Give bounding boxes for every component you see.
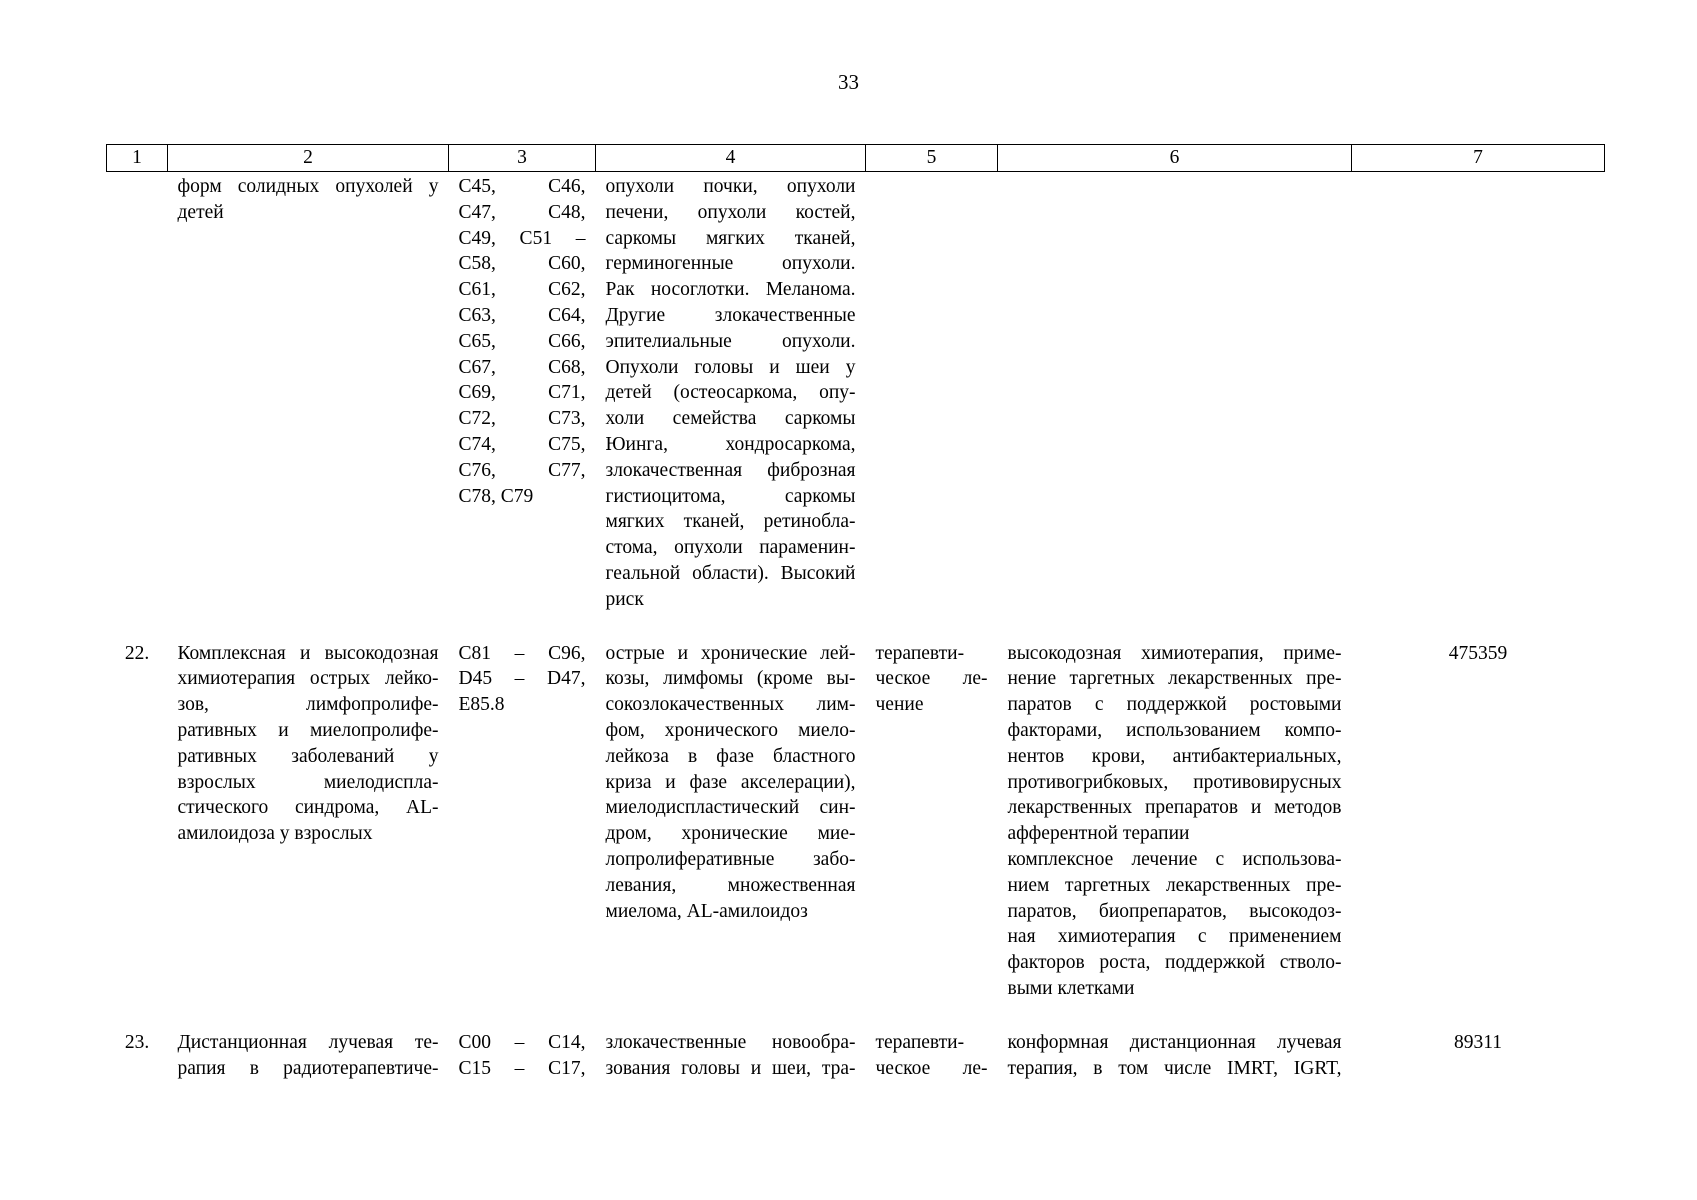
table-row [107, 639, 1605, 1028]
treatment-type-line: терапевти- [875, 642, 965, 664]
patient-model-line: фом, хронического миело- [605, 719, 856, 741]
treatment-type-line: чение [875, 694, 924, 716]
patient-model-line: опухоли почки, опухоли [605, 176, 856, 197]
treatment-method-line: нием таргетных лекарственных пре- [1007, 874, 1342, 896]
patient-model-line: Юинга, хондросаркома, [605, 433, 856, 455]
treatment-type-line: ческое ле- [875, 668, 988, 690]
patient-model-line: миелодиспластический син- [605, 797, 856, 819]
treatment-method-line: паратов, биопрепаратов, высокодоз- [1007, 900, 1342, 922]
table-row [107, 1028, 1605, 1082]
col-header-5: 5 [866, 145, 998, 172]
treatment-method-line: конформная дистанционная лучевая [1007, 1031, 1342, 1053]
patient-model-cell [596, 639, 866, 1028]
procedure-name-line: амилоидоза у взрослых [177, 823, 373, 845]
treatment-method-line: выми клетками [1007, 977, 1135, 999]
treatment-method-line: афферентной терапии [1007, 823, 1190, 845]
procedure-name-cell [168, 172, 449, 639]
icd-codes-line: C49, C51 – [458, 227, 586, 249]
col-header-4: 4 [596, 145, 866, 172]
treatment-method-line: противогрибковых, противовирусных [1007, 771, 1342, 793]
procedure-name-cell [168, 639, 449, 1028]
norm-cost-cell: 89311 [1453, 1031, 1503, 1053]
treatment-method-cell [998, 172, 1352, 639]
treatment-type-cell [866, 639, 998, 1028]
patient-model-line: эпителиальные опухоли. [605, 330, 856, 352]
patient-model-line: Другие злокачественные [605, 304, 856, 326]
icd-codes-line: C67, C68, [458, 356, 586, 378]
icd-codes-line: C76, C77, [458, 459, 586, 481]
treatment-method-line: факторов роста, поддержкой стволо- [1007, 952, 1342, 974]
icd-codes-line: C58, C60, [458, 253, 586, 275]
treatment-method-line: нентов крови, антибактериальных, [1007, 745, 1342, 767]
treatment-method-line: нение таргетных лекарственных пре- [1007, 668, 1342, 690]
row-number-cell: 22. [124, 642, 150, 664]
patient-model-line: сокозлокачественных лим- [605, 694, 856, 716]
treatment-method-line: лекарственных препаратов и методов [1007, 797, 1342, 819]
patient-model-line: криза и фазе акселерации), [605, 771, 856, 793]
icd-codes-cell [449, 1028, 596, 1082]
patient-model-line: холи семейства саркомы [605, 408, 856, 430]
patient-model-cell [596, 172, 866, 639]
icd-codes-line: C78, C79 [458, 485, 534, 507]
patient-model-line: злокачественная фиброзная [605, 459, 856, 481]
procedure-name-line: Комплексная и высокодозная [177, 642, 439, 664]
procedure-name-line: зов, лимфопролифе- [177, 694, 439, 716]
patient-model-line: саркомы мягких тканей, [605, 227, 856, 249]
patient-model-line: Опухоли головы и шеи у [605, 356, 856, 378]
patient-model-line: злокачественные новообра- [605, 1031, 856, 1053]
procedure-name-line: взрослых миелодиспла- [177, 771, 439, 793]
patient-model-line: левания, множественная [605, 874, 856, 896]
row-number-cell: 23. [124, 1031, 150, 1053]
patient-model-line: риск [605, 588, 644, 610]
patient-model-line: герминогенные опухоли. [605, 253, 856, 275]
patient-model-line: стома, опухоли параменин- [605, 537, 856, 559]
col-header-3: 3 [449, 145, 596, 172]
icd-codes-line: C72, C73, [458, 408, 586, 430]
patient-model-line: козы, лимфомы (кроме вы- [605, 668, 856, 690]
treatment-method-line: паратов с поддержкой ростовыми [1007, 694, 1342, 716]
norm-cost-cell: 475359 [1448, 642, 1508, 664]
icd-codes-line: C15 – C17, [458, 1057, 586, 1079]
icd-codes-line: C47, C48, [458, 201, 586, 223]
treatment-method-cell [998, 639, 1352, 1028]
procedure-name-line: ративных заболеваний у [177, 745, 439, 767]
procedure-name-line: Дистанционная лучевая те- [177, 1031, 439, 1053]
treatment-method-line: комплексное лечение с использова- [1007, 848, 1342, 870]
patient-model-line: лопролиферативные забо- [605, 848, 856, 870]
col-header-6: 6 [998, 145, 1352, 172]
icd-codes-line: C63, C64, [458, 304, 586, 326]
procedure-name-line: химиотерапия острых лейко- [177, 668, 439, 690]
treatment-type-line: терапевти- [875, 1031, 965, 1053]
treatment-method-cell [998, 1028, 1352, 1082]
treatment-type-line: ческое ле- [875, 1057, 988, 1079]
icd-codes-line: C61, C62, [458, 279, 586, 301]
icd-codes-line: C65, C66, [458, 330, 586, 352]
procedures-table [106, 144, 1605, 1081]
patient-model-line: зования головы и шеи, тра- [605, 1057, 856, 1079]
treatment-method-line: ная химиотерапия с применением [1007, 926, 1342, 948]
treatment-method-line: факторами, использованием компо- [1007, 719, 1342, 741]
patient-model-line: детей (остеосаркома, опу- [605, 382, 856, 404]
icd-codes-line: C81 – C96, [458, 642, 586, 664]
column-number-row [107, 145, 1605, 172]
icd-codes-line: D45 – D47, [458, 668, 586, 690]
page-number: 33 [838, 70, 859, 94]
patient-model-line: мягких тканей, ретинобла- [605, 511, 856, 533]
procedure-name-line: рапия в радиотерапевтиче- [177, 1057, 439, 1079]
patient-model-line: острые и хронические лей- [605, 642, 856, 664]
patient-model-line: геальной области). Высокий [605, 562, 856, 584]
procedure-name-line: ративных и миелопролифе- [177, 719, 439, 741]
icd-codes-line: C45, C46, [458, 176, 586, 197]
treatment-method-line: высокодозная химиотерапия, приме- [1007, 642, 1342, 664]
procedure-name-line: форм солидных опухолей у [177, 176, 439, 197]
patient-model-line: дром, хронические мие- [605, 823, 856, 845]
table-row [107, 172, 1605, 639]
treatment-type-cell [866, 1028, 998, 1082]
patient-model-line: гистиоцитома, саркомы [605, 485, 856, 507]
patient-model-line: миелома, AL-амилоидоз [605, 900, 808, 922]
icd-codes-line: C00 – C14, [458, 1031, 586, 1053]
patient-model-line: печени, опухоли костей, [605, 201, 856, 223]
procedure-name-line: стического синдрома, AL- [177, 797, 439, 819]
norm-cost-cell [1352, 172, 1605, 639]
col-header-1: 1 [107, 145, 168, 172]
col-header-7: 7 [1352, 145, 1605, 172]
icd-codes-line: C69, C71, [458, 382, 586, 404]
treatment-method-line: терапия, в том числе IMRT, IGRT, [1007, 1057, 1342, 1079]
icd-codes-cell [449, 639, 596, 1028]
col-header-2: 2 [168, 145, 449, 172]
icd-codes-cell [449, 172, 596, 639]
patient-model-cell [596, 1028, 866, 1082]
treatment-type-cell [866, 172, 998, 639]
icd-codes-line: E85.8 [458, 694, 505, 716]
patient-model-line: Рак носоглотки. Меланома. [605, 279, 856, 301]
icd-codes-line: C74, C75, [458, 433, 586, 455]
procedure-name-line: детей [177, 201, 224, 223]
procedure-name-cell [168, 1028, 449, 1082]
patient-model-line: лейкоза в фазе бластного [605, 745, 856, 767]
row-number-cell [107, 172, 168, 639]
